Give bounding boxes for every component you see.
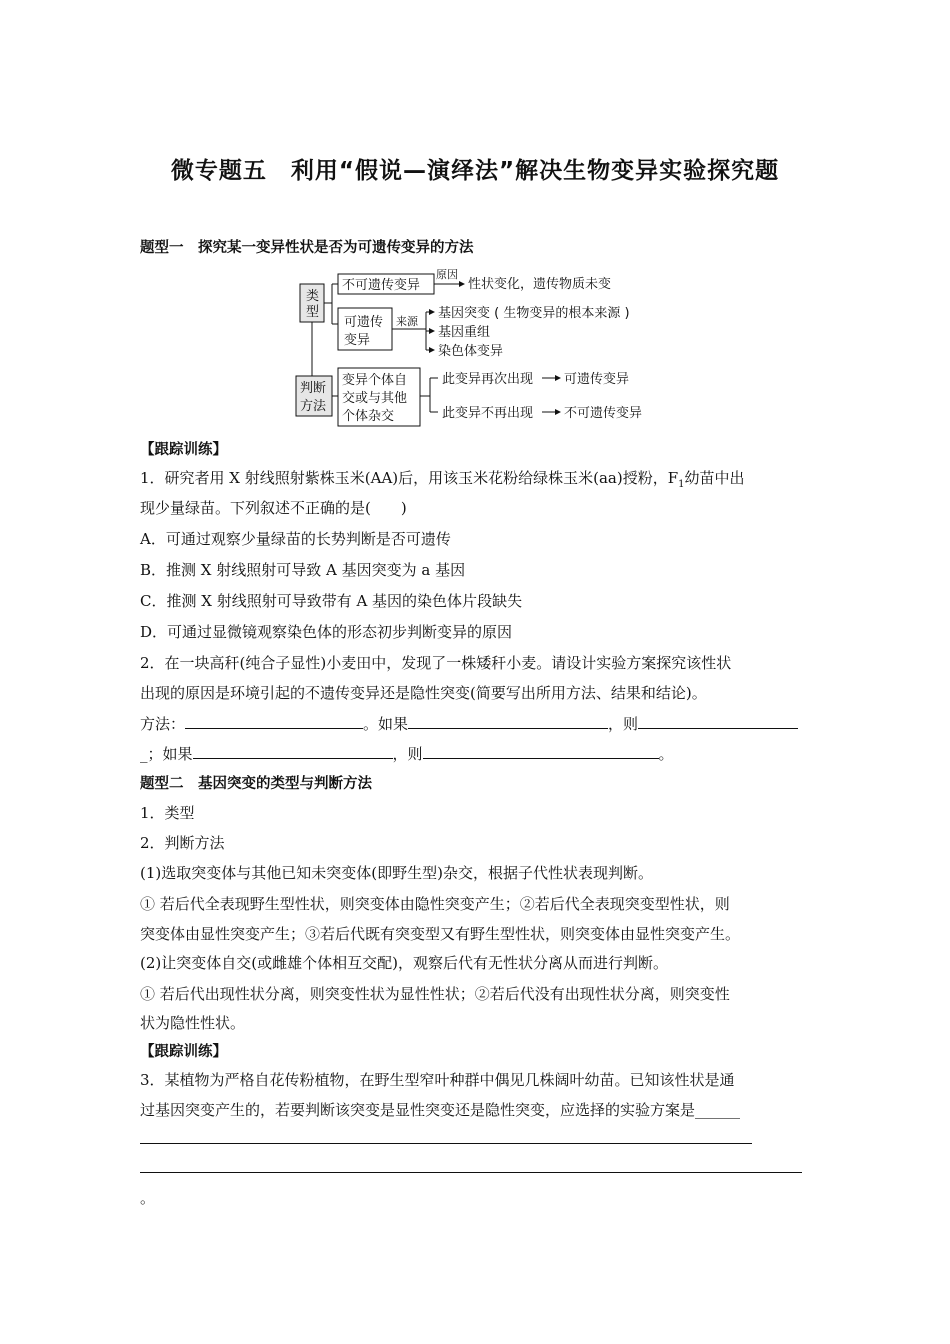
section2-item2: 2．判断方法 (140, 834, 225, 852)
q2-then-blank-2[interactable] (423, 743, 659, 759)
training-heading-1: 【跟踪训练】 (140, 442, 227, 458)
q2-then-blank[interactable] (638, 713, 798, 729)
judge-label-1: 判断 (300, 381, 327, 396)
type-label-1: 类 (306, 289, 320, 304)
q3-answer-line-1[interactable] (140, 1143, 752, 1144)
q2-then-label-2: ，则 (392, 745, 423, 763)
q1-option-d: D．可通过显微镜观察染色体的形态初步判断变异的原因 (140, 623, 513, 641)
section2-p2a: ① 若后代全表现野生型性状，则突变体由隐性突变产生；②若后代全表现突变型性状，则 (140, 895, 730, 913)
section2-p2b: 突变体由显性突变产生；③若后代既有突变型又有野生型性状，则突变体由显性突变产生。 (140, 925, 741, 943)
outcome-2-result: 不可遗传变异 (564, 406, 643, 421)
concept-diagram (292, 264, 672, 432)
q2-line3 (140, 713, 812, 734)
section-heading-1: 题型一 探究某一变异性状是否为可遗传变异的方法 (140, 240, 474, 256)
q2-if-blank[interactable] (408, 713, 608, 729)
section2-p3: (2)让突变体自交(或雌雄个体相互交配)，观察后代有无性状分离从而进行判断。 (140, 954, 668, 972)
q2-if-label-2: _；如果 (140, 745, 193, 763)
section2-p1: (1)选取突变体与其他已知未突变体(即野生型)杂交，根据子代性状表现判断。 (140, 864, 653, 882)
heritable-box-line1: 可遗传 (344, 315, 384, 330)
q2-if-blank-2[interactable] (193, 743, 393, 759)
reason-label: 原因 (436, 268, 458, 281)
q1-option-b: B．推测 X 射线照射可导致 A 基因突变为 a 基因 (140, 561, 466, 579)
method-line-2: 交或与其他 (342, 391, 408, 406)
q3-line2: 过基因突变产生的，若要判断该突变是显性突变还是隐性突变，应选择的实验方案是______ (140, 1101, 741, 1119)
q3-answer-line-2[interactable] (140, 1172, 802, 1173)
q1-option-a: A．可通过观察少量绿苗的长势判断是否可遗传 (140, 530, 451, 548)
q1-subscript: 1 (678, 479, 685, 490)
q1-line1-end: 幼苗中出 (684, 469, 745, 487)
type-label-2: 型 (306, 305, 320, 320)
q2-then-label: ，则 (608, 715, 639, 733)
source-item-3: 染色体变异 (438, 344, 504, 359)
section2-item1: 1．类型 (140, 804, 195, 822)
q3-line1: 3．某植物为严格自花传粉植物，在野生型窄叶种群中偶见几株阔叶幼苗。已知该性状是通 (140, 1071, 735, 1089)
q2-if-label: 。如果 (363, 715, 409, 733)
non-heritable-box: 不可遗传变异 (342, 278, 421, 293)
judge-label-2: 方法 (300, 399, 327, 414)
non-heritable-result: 性状变化，遗传物质未变 (468, 277, 612, 292)
q2-end: 。 (658, 745, 674, 763)
q2-method-label: 方法： (140, 715, 186, 733)
q2-method-blank[interactable] (185, 713, 363, 729)
section-heading-2: 题型二 基因突变的类型与判断方法 (140, 776, 372, 792)
heritable-box-line2: 变异 (344, 333, 371, 348)
q2-line2: 出现的原因是环境引起的不遗传变异还是隐性突变(简要写出所用方法、结果和结论)。 (140, 684, 707, 702)
q1-line1 (140, 468, 812, 495)
method-line-3: 个体杂交 (342, 409, 395, 424)
outcome-1: 此变异再次出现 (442, 372, 534, 387)
outcome-1-result: 可遗传变异 (564, 372, 630, 387)
q2-line1: 2．在一块高秆(纯合子显性)小麦田中，发现了一株矮秆小麦。请设计实验方案探究该性状 (140, 654, 732, 672)
q1-line2: 现少量绿苗。下列叙述不正确的是( ) (140, 499, 407, 517)
section2-p4a: ① 若后代出现性状分离，则突变性状为显性性状；②若后代没有出现性状分离，则突变性 (140, 985, 730, 1003)
section2-p4b: 状为隐性性状。 (140, 1014, 246, 1032)
q2-line4 (140, 743, 812, 764)
source-label: 来源 (396, 315, 418, 328)
page-title: 微专题五 利用“假说—演绎法”解决生物变异实验探究题 (170, 158, 780, 184)
q1-line1-text: 1．研究者用 X 射线照射紫株玉米(AA)后，用该玉米花粉给绿株玉米(aa)授粉，F (140, 469, 679, 487)
q1-option-c: C．推测 X 射线照射可导致带有 A 基因的染色体片段缺失 (140, 592, 523, 610)
q3-end: 。 (140, 1189, 156, 1207)
outcome-2: 此变异不再出现 (442, 406, 534, 421)
source-item-2: 基因重组 (438, 325, 491, 340)
source-item-1: 基因突变 ( 生物变异的根本来源 ) (438, 306, 630, 321)
training-heading-2: 【跟踪训练】 (140, 1044, 227, 1060)
method-line-1: 变异个体自 (342, 373, 408, 388)
